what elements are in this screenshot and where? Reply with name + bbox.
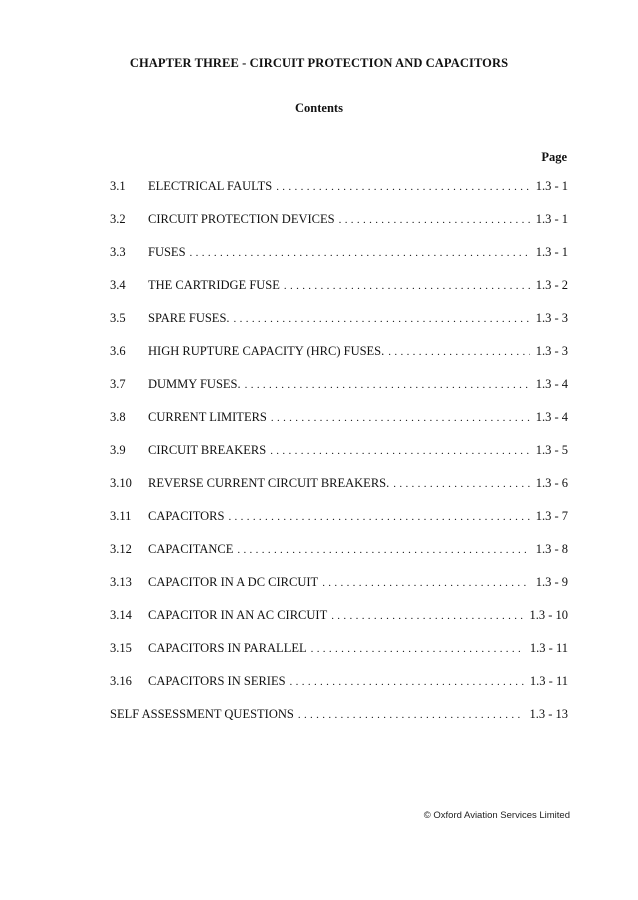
toc-entry <box>110 542 568 575</box>
toc-section-title: THE CARTRIDGE FUSE <box>148 278 280 292</box>
toc-dot-leader <box>339 214 530 226</box>
toc-dot-leader <box>234 313 530 325</box>
toc-dot-leader <box>276 181 530 193</box>
toc-page-number: 1.3 - 4 <box>535 377 568 391</box>
chapter-title: CHAPTER THREE - CIRCUIT PROTECTION AND CAPACITORS <box>129 56 509 70</box>
toc-page-number: 1.3 - 11 <box>529 674 568 688</box>
toc-section-number: 3.4 <box>110 278 126 292</box>
toc-page-number: 1.3 - 3 <box>535 344 568 358</box>
toc-page-number: 1.3 - 3 <box>535 311 568 325</box>
toc-section-title: CAPACITORS IN SERIES <box>148 674 286 688</box>
toc-section-title: CAPACITOR IN AN AC CIRCUIT <box>148 608 328 622</box>
toc-entry <box>110 410 568 443</box>
toc-dot-leader <box>228 511 529 523</box>
toc-section-number: 3.13 <box>110 575 132 589</box>
toc-entry <box>110 245 568 278</box>
toc-page-number: 1.3 - 6 <box>535 476 568 490</box>
toc-dot-leader <box>271 412 530 424</box>
toc-entry <box>110 608 568 641</box>
toc-section-title: CAPACITOR IN A DC CIRCUIT <box>148 575 319 589</box>
toc-page-number: 1.3 - 1 <box>535 179 568 193</box>
toc-dot-leader <box>284 280 530 292</box>
toc-section-number: 3.15 <box>110 641 132 655</box>
toc-dot-leader <box>190 247 530 259</box>
toc-section-number: 3.6 <box>110 344 126 358</box>
toc-page-number: 1.3 - 1 <box>535 245 568 259</box>
toc-entry <box>110 179 568 212</box>
toc-section-title: DUMMY FUSES. <box>148 377 241 391</box>
toc-page-number: 1.3 - 7 <box>535 509 568 523</box>
toc-section-number: 3.7 <box>110 377 126 391</box>
toc-page-number: 1.3 - 2 <box>535 278 568 292</box>
toc-dot-leader <box>311 643 524 655</box>
toc-section-number: 3.11 <box>110 509 132 523</box>
toc-section-number: 3.14 <box>110 608 132 622</box>
toc-section-title: SELF ASSESSMENT QUESTIONS <box>110 707 294 721</box>
toc-section-title: CIRCUIT PROTECTION DEVICES <box>148 212 335 226</box>
toc-section-title: CAPACITORS IN PARALLEL <box>148 641 307 655</box>
toc-section-title: SPARE FUSES. <box>148 311 230 325</box>
toc-dot-leader <box>270 445 530 457</box>
toc-page-number: 1.3 - 10 <box>529 608 568 622</box>
toc-entry <box>110 377 568 410</box>
toc-section-number: 3.2 <box>110 212 126 226</box>
toc-section-number: 3.12 <box>110 542 132 556</box>
toc-entry <box>110 278 568 311</box>
toc-entry <box>110 311 568 344</box>
toc-dot-leader <box>245 379 530 391</box>
toc-section-number: 3.5 <box>110 311 126 325</box>
contents-heading: Contents <box>295 101 343 115</box>
toc-dot-leader <box>290 676 524 688</box>
toc-dot-leader <box>237 544 529 556</box>
toc-page-number: 1.3 - 5 <box>535 443 568 457</box>
toc-section-number: 3.9 <box>110 443 126 457</box>
toc-section-number: 3.16 <box>110 674 132 688</box>
toc-dot-leader <box>322 577 530 589</box>
toc-section-title: HIGH RUPTURE CAPACITY (HRC) FUSES. <box>148 344 385 358</box>
toc-dot-leader <box>331 610 523 622</box>
toc-section-title: CIRCUIT BREAKERS <box>148 443 267 457</box>
toc-dot-leader <box>388 346 529 358</box>
toc-section-number: 3.10 <box>110 476 132 490</box>
toc-section-number: 3.1 <box>110 179 126 193</box>
toc-page-number: 1.3 - 1 <box>535 212 568 226</box>
toc-entry <box>110 476 568 509</box>
toc-entry <box>110 641 568 674</box>
toc-page-number: 1.3 - 9 <box>535 575 568 589</box>
toc-section-title: CURRENT LIMITERS <box>148 410 267 424</box>
toc-section-title: REVERSE CURRENT CIRCUIT BREAKERS. <box>148 476 390 490</box>
toc-page-number: 1.3 - 13 <box>529 707 568 721</box>
page-column-heading: Page <box>541 150 567 164</box>
toc-section-number: 3.8 <box>110 410 126 424</box>
toc-entry <box>110 443 568 476</box>
toc-section-title: ELECTRICAL FAULTS <box>148 179 273 193</box>
toc-section-title: CAPACITORS <box>148 509 225 523</box>
toc-page-number: 1.3 - 11 <box>529 641 568 655</box>
copyright-footer: © Oxford Aviation Services Limited <box>423 810 570 821</box>
toc-entry-self-assessment <box>110 707 568 740</box>
toc-entry <box>110 212 568 245</box>
toc-dot-leader <box>393 478 529 490</box>
toc-page-number: 1.3 - 4 <box>535 410 568 424</box>
toc-entry <box>110 344 568 377</box>
toc-section-title: CAPACITANCE <box>148 542 234 556</box>
toc-page-number: 1.3 - 8 <box>535 542 568 556</box>
toc-entry <box>110 575 568 608</box>
toc-entry <box>110 509 568 542</box>
toc-entry <box>110 674 568 707</box>
toc-dot-leader <box>298 709 524 721</box>
table-of-contents <box>110 179 568 740</box>
toc-section-title: FUSES <box>148 245 186 259</box>
toc-section-number: 3.3 <box>110 245 126 259</box>
